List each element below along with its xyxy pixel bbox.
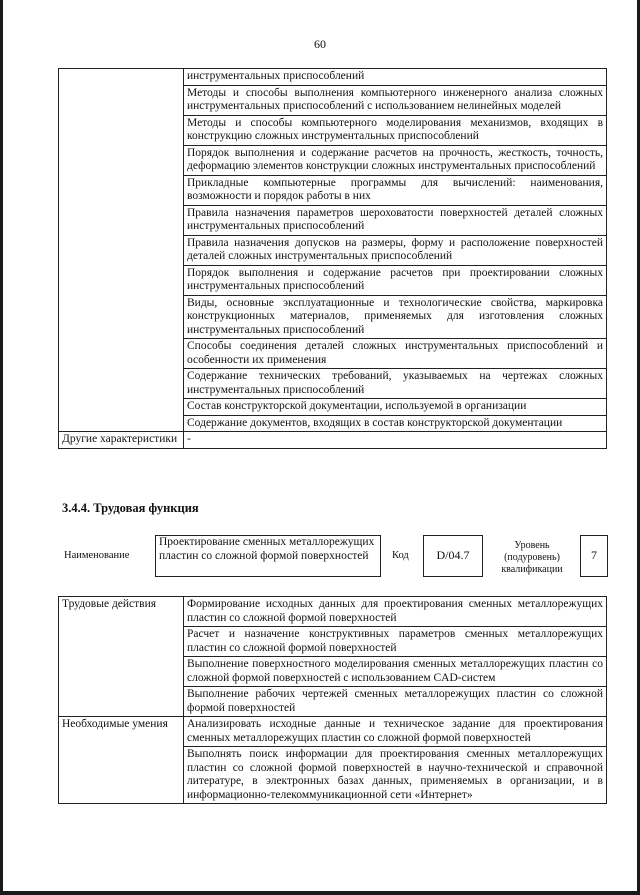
table-row: [59, 432, 607, 449]
labor-action-item: Формирование исходных данных для проектирования сменных металлорежущих пластин со сложной формой поверхностей: [184, 597, 607, 627]
qualification-level-label: Уровень (подуровень) квалификации: [501, 540, 563, 575]
function-name-value: Проектирование сменных металлорежущих пластин со сложной формой поверхностей: [155, 535, 381, 577]
knowledge-table: [58, 68, 607, 449]
labor-action-item: Выполнение рабочих чертежей сменных металлорежущих пластин со сложной формой поверхностей: [184, 687, 607, 717]
knowledge-item: Правила назначения параметров шероховатости поверхностей деталей сложных инструментальных приспособлений: [184, 205, 607, 235]
knowledge-label-cell: [59, 69, 184, 432]
knowledge-table-body: [59, 69, 607, 449]
knowledge-item: Прикладные компьютерные программы для вычислений: наименования, возможности и порядок работы в них: [184, 175, 607, 205]
required-skill-item: Анализировать исходные данные и техническое задание для проектирования сменных металлорежущих пластин со сложной формой поверхностей: [184, 717, 607, 747]
knowledge-item: Порядок выполнения и содержание расчетов на прочность, жесткость, точность, деформацию элементов конструкции сложных инструментальных приспособлений: [184, 145, 607, 175]
labor-function-table: [58, 596, 607, 804]
scan-edge-left: [0, 0, 3, 895]
knowledge-item: Способы соединения деталей сложных инструментальных приспособлений и особенности их применения: [184, 339, 607, 369]
labor-action-item: Выполнение поверхностного моделирования сменных металлорежущих пластин со сложной формой поверхностей с использованием CAD-систем: [184, 657, 607, 687]
code-value: D/04.7: [423, 535, 483, 577]
function-name-label: Наименование: [64, 550, 130, 561]
qualification-level-value: 7: [580, 535, 608, 577]
knowledge-item: Состав конструкторской документации, используемой в организации: [184, 399, 607, 416]
knowledge-item: Виды, основные эксплуатационные и технологические свойства, маркировка конструкционных материалов, применяемых для изготовления сложных инструментальных приспособлений: [184, 295, 607, 339]
other-characteristics-label: Другие характеристики: [59, 432, 184, 449]
labor-function-table-body: [59, 597, 607, 804]
labor-action-item: Расчет и назначение конструктивных параметров сменных металлорежущих пластин со сложной формой поверхностей: [184, 627, 607, 657]
required-skill-item: Выполнять поиск информации для проектирования сменных металлорежущих пластин со сложной формой поверхностей в научно-технической и справочной литературе, в электронных базах данных, применяемых в организации, и в информационно-телекоммуникационной сети «Интернет»: [184, 747, 607, 804]
section-heading: 3.4.4. Трудовая функция: [62, 501, 199, 515]
table-row: [59, 69, 607, 86]
required-skills-label: Необходимые умения: [59, 717, 184, 804]
knowledge-item: Методы и способы выполнения компьютерного инженерного анализа сложных инструментальных приспособлений с использованием нелинейных моделей: [184, 85, 607, 115]
scan-edge-bottom: [0, 891, 640, 895]
table-row: [59, 597, 607, 627]
knowledge-item: инструментальных приспособлений: [184, 69, 607, 86]
knowledge-item: Порядок выполнения и содержание расчетов при проектировании сложных инструментальных приспособлений: [184, 265, 607, 295]
labor-actions-label: Трудовые действия: [59, 597, 184, 717]
knowledge-item: Методы и способы компьютерного моделирования механизмов, входящих в конструкцию сложных инструментальных приспособлений: [184, 115, 607, 145]
knowledge-item: Содержание документов, входящих в состав конструкторской документации: [184, 415, 607, 432]
knowledge-item: Содержание технических требований, указываемых на чертежах сложных инструментальных приспособлений: [184, 369, 607, 399]
page-number: 60: [314, 37, 326, 51]
knowledge-item: Правила назначения допусков на размеры, форму и расположение поверхностей деталей сложных инструментальных приспособлений: [184, 235, 607, 265]
code-label: Код: [392, 550, 409, 561]
table-row: [59, 717, 607, 747]
other-characteristics-value: -: [184, 432, 607, 449]
